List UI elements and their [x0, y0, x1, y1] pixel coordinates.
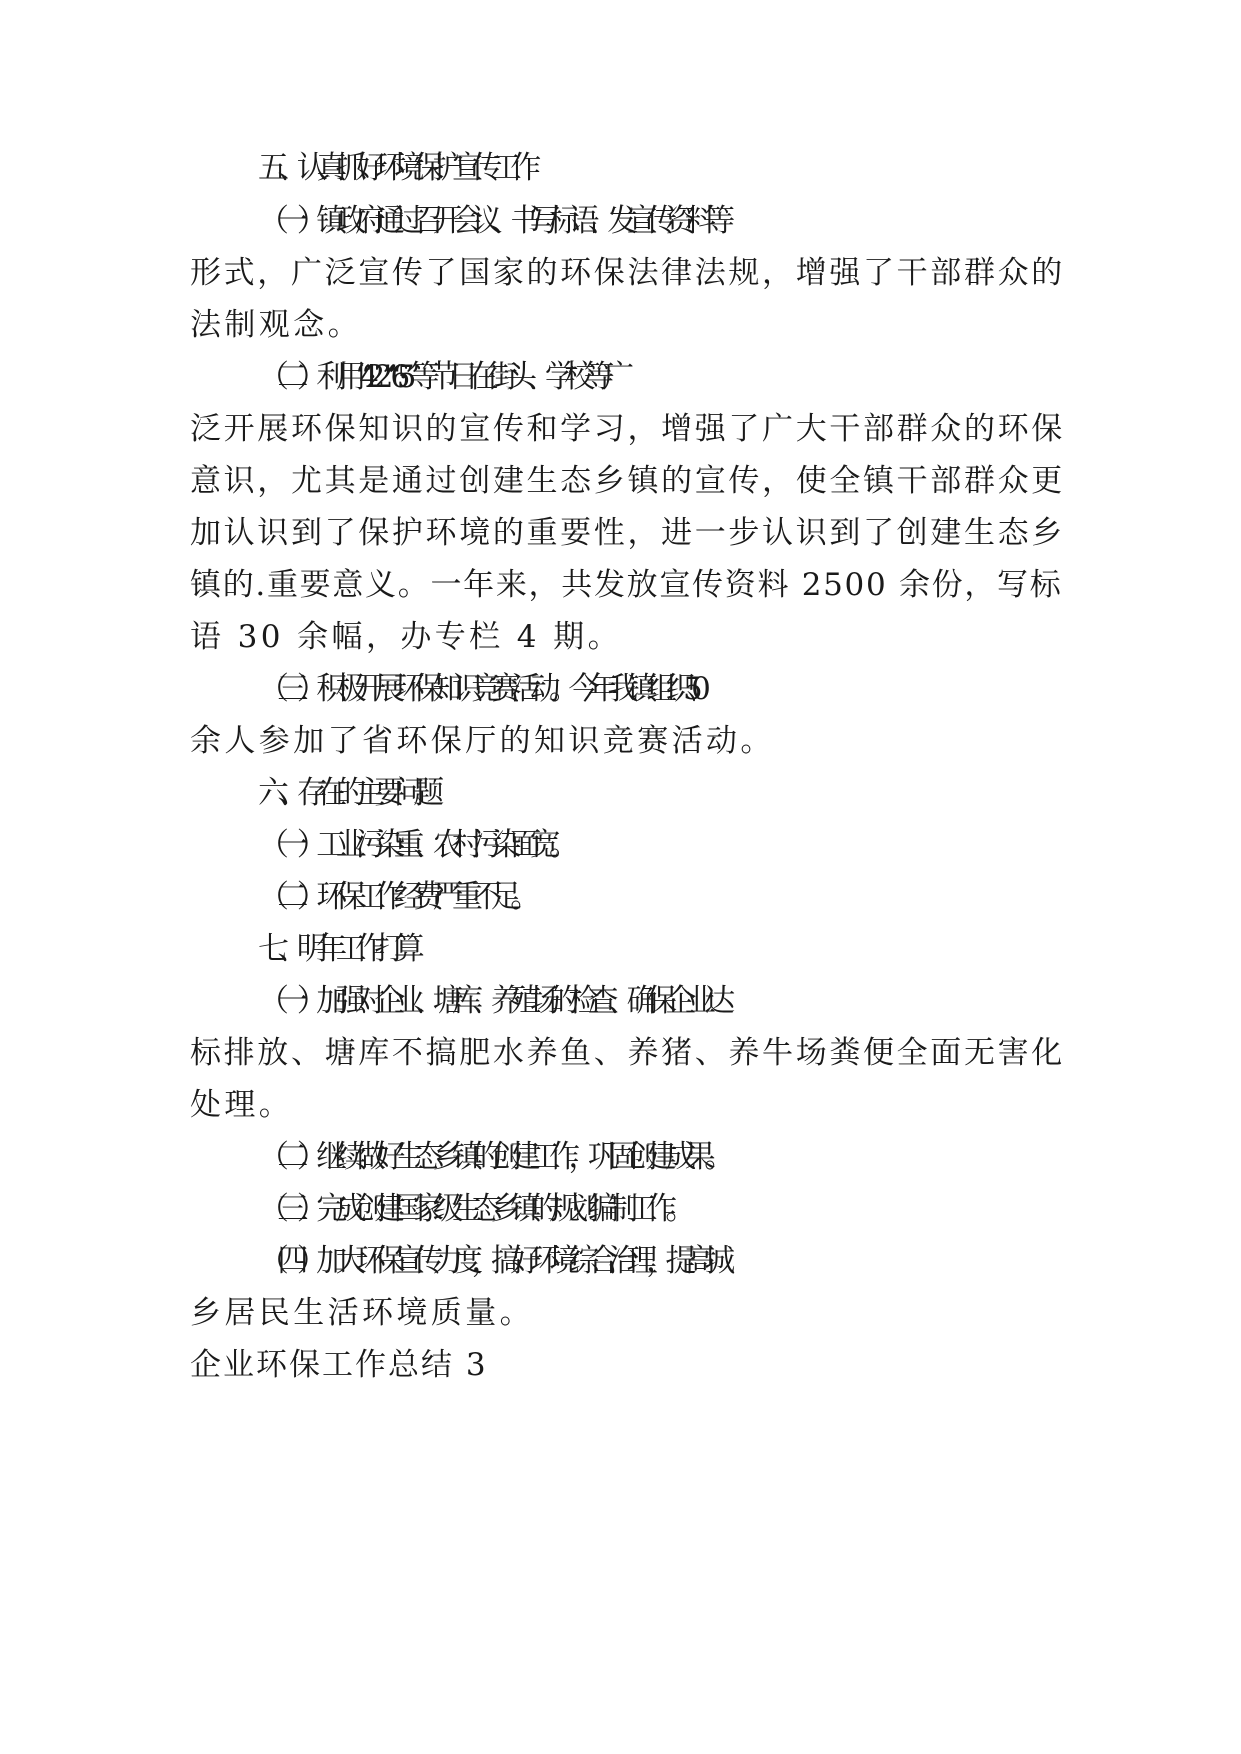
- paragraph-line: （三）完成创建国家级生态乡镇的规划编制工作。: [258, 1191, 685, 1227]
- paragraph-line: （三）积极开展环保知识竞赛活动。今年我镇组织 50: [258, 671, 700, 707]
- paragraph-line: 镇的.重要意义。一年来，共发放宣传资料 2500 余份，写标: [190, 567, 1063, 603]
- paragraph-line: （二）继续做好生态乡镇的创建工作，巩固创建成果。: [258, 1139, 724, 1175]
- paragraph-line: 余人参加了省环保厅的知识竞赛活动。: [190, 723, 775, 759]
- paragraph-line: 泛开展环保知识的宣传和学习，增强了广大干部群众的环保: [190, 411, 1065, 447]
- paragraph-line: （二）利用“4·22”“6·5”等节日在街头、学校等广: [258, 359, 623, 395]
- paragraph-line: （一）镇政府通过召开会议、书写标语、发宣传资料等: [258, 203, 724, 239]
- paragraph-line: 标排放、塘库不搞肥水养鱼、养猪、养牛场粪便全面无害化: [190, 1035, 1065, 1071]
- paragraph-line: 形式，广泛宣传了国家的环保法律法规，增强了干部群众的: [190, 255, 1065, 291]
- section-heading-6: 六、存在的主要问题: [258, 775, 433, 811]
- document-title: 企业环保工作总结 3: [190, 1347, 488, 1383]
- paragraph-line: 语 30 余幅，办专栏 4 期。: [190, 619, 622, 655]
- paragraph-line: （一）工业污染重、农村污染面宽。: [258, 827, 569, 863]
- paragraph-line: 加认识到了保护环境的重要性，进一步认识到了创建生态乡: [190, 515, 1065, 551]
- paragraph-line: （一）加强对企业、塘库、养殖场的检查、确保企业达: [258, 983, 724, 1019]
- paragraph-line: （四）加大环保宣传力度，搞好环境综合治理，提高城: [258, 1243, 724, 1279]
- paragraph-line: 乡居民生活环境质量。: [190, 1295, 534, 1331]
- paragraph-line: 法制观念。: [190, 307, 362, 343]
- paragraph-line: 处理。: [190, 1087, 294, 1123]
- paragraph-line: （二）环保工作经费严重不足。: [258, 879, 530, 915]
- section-heading-7: 七、明年工作打算: [258, 931, 414, 967]
- section-heading-5: 五、认真抓好环境保护宣传工作: [258, 150, 530, 186]
- paragraph-line: 意识，尤其是通过创建生态乡镇的宣传，使全镇干部群众更: [190, 463, 1065, 499]
